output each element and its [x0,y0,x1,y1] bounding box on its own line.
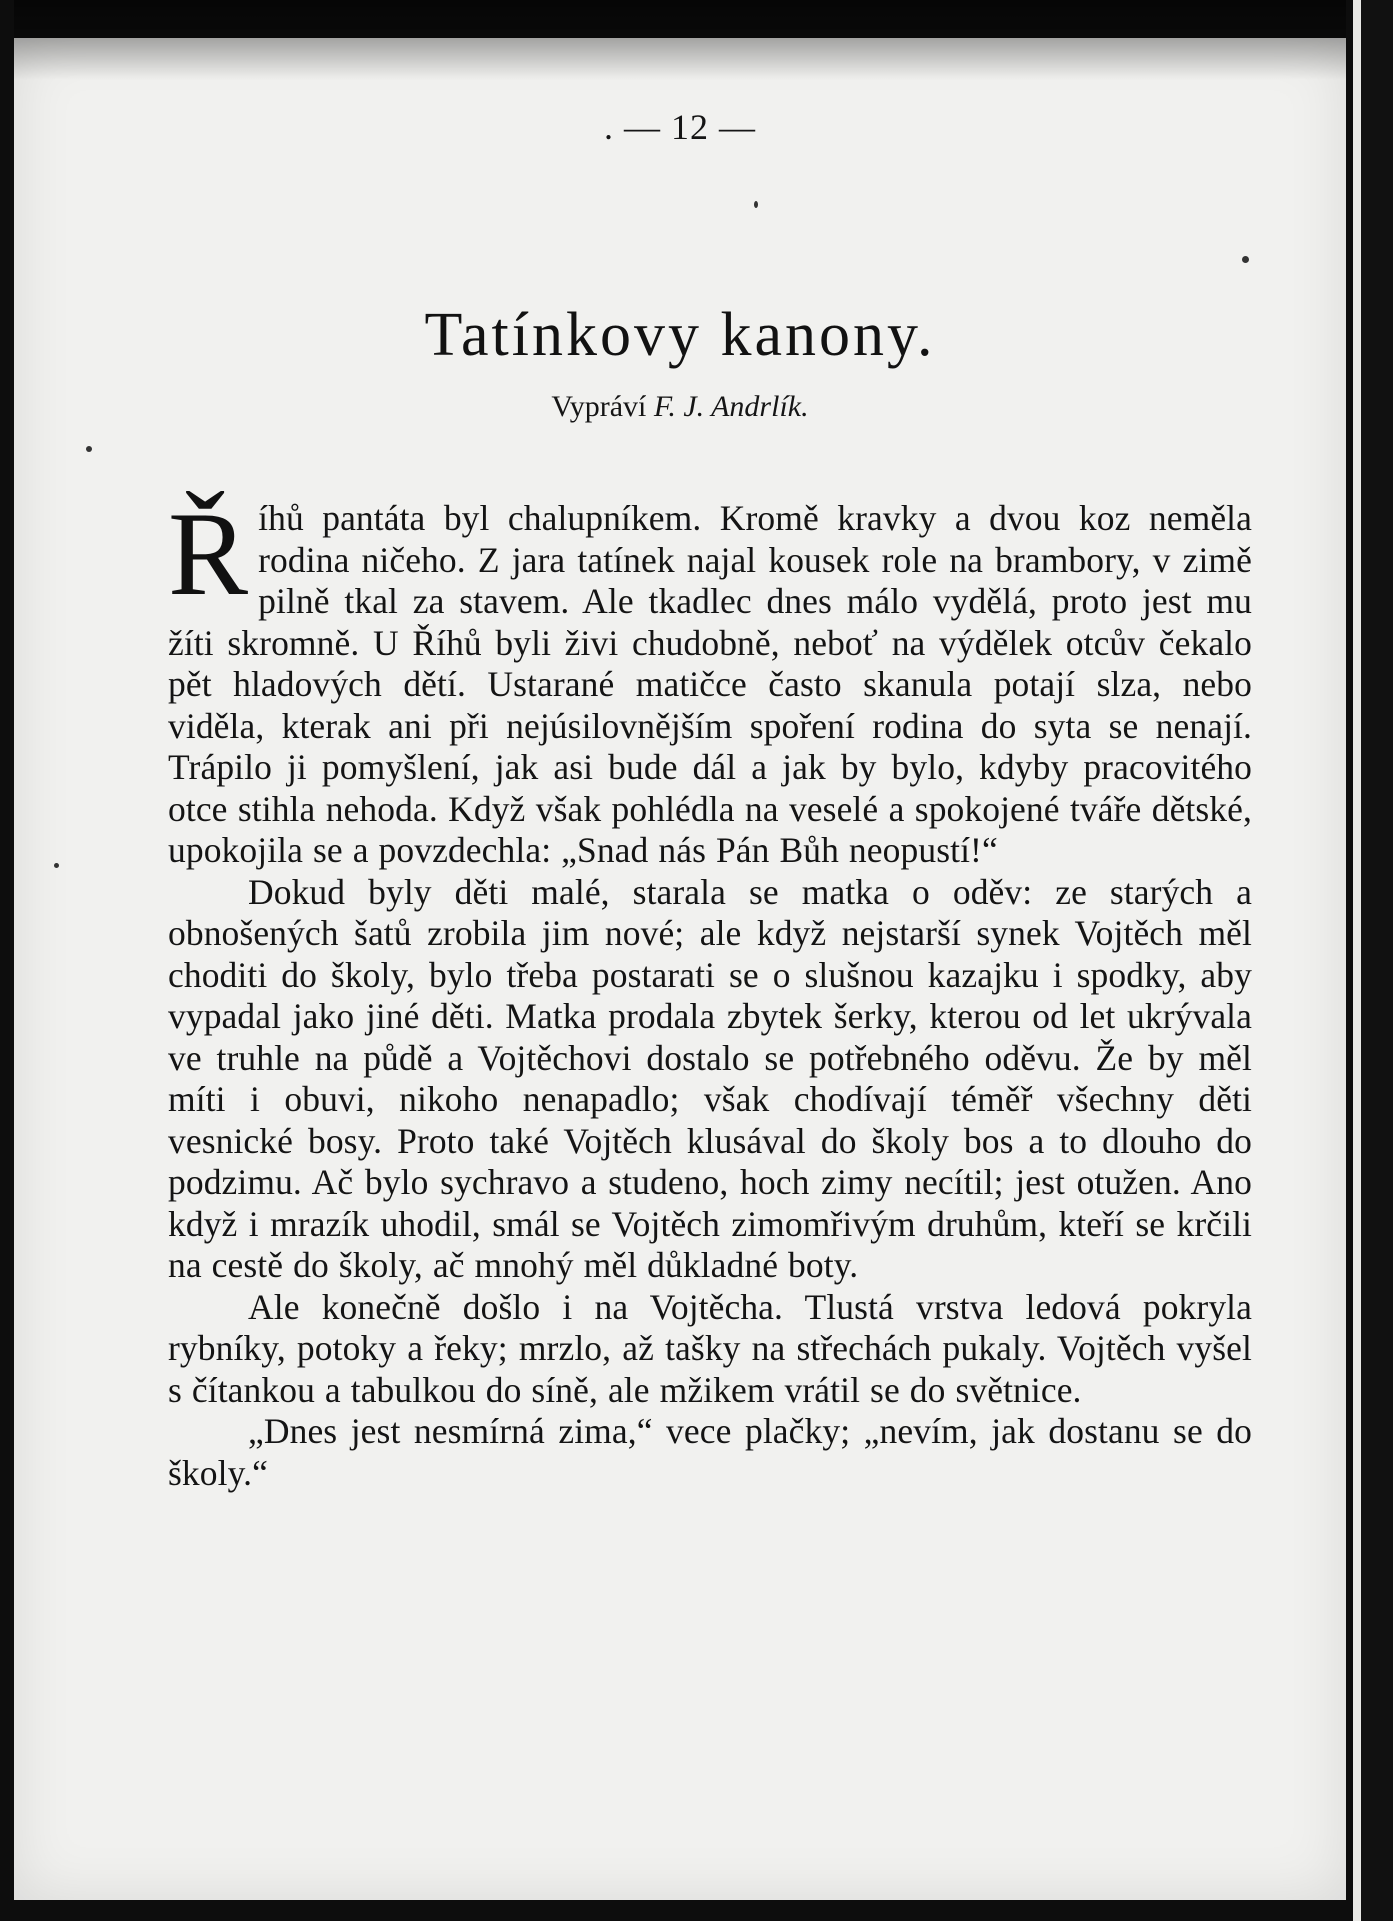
byline [14,390,1346,424]
page-number: . — 12 — [604,107,756,147]
story-title: Tatínkovy kanony. [424,300,936,369]
drop-cap: Ř [168,487,249,620]
paragraph-1-text: íhů pantáta byl chalupníkem. Kromě kravky a dvou koz neměla rodina ničeho. Z jara tatínek najal kousek role na brambory, v zimě pilně tkal za stavem. Ale tkadlec dnes málo vydělá, proto jest mu žíti skromně. U Říhů byli živi chudobně, neboť na výdělek otcův čekalo pět hladových dětí. Ustarané matičce často skanula potají slza, nebo viděla, kterak ani při nejúsilovnějším spoření rodina do syta se nenají. Trápilo ji pomyšlení, jak asi bude dál a jak by bylo, kdyby pracovitého otce stihla nehoda. Když však pohlédla na veselé a spokojené tváře dětské, upokojila se a povzdechla: „Snad nás Pán Bůh neopustí!“ [168,498,1252,870]
ink-speck [1242,256,1249,263]
story-body [168,487,1252,1494]
ink-speck [86,446,92,452]
paragraph-1 [168,487,1252,872]
binding-edge [1353,0,1393,1921]
paragraph-4: „Dnes jest nesmírná zima,“ vece plačky; „nevím, jak dostanu se do školy.“ [168,1411,1252,1493]
byline-prefix: Vypráví [551,390,647,423]
paragraph-2: Dokud byly děti malé, starala se matka o oděv: ze starých a obnošených šatů zrobila jim nové; ale když nejstarší synek Vojtěch měl choditi do školy, bylo třeba postarati se o slušnou kazajku i spodky, aby vypadal jako jiné děti. Matka prodala zbytek šerky, kterou od let ukrývala ve truhle na půdě a Vojtěchovi dostalo se potřebného oděvu. Že by měl míti i obuvi, nikoho nenapadlo; však chodívají téměř všechny děti vesnické bosy. Proto také Vojtěch klusával do školy bos a to dlouho do podzimu. Ač bylo sychravo a studeno, hoch zimy necítil; jest otužen. Ano když i mrazík uhodil, smál se Vojtěch zimomřivým druhům, kteří se krčili na cestě do školy, ač mnohý měl důkladné boty. [168,871,1252,1285]
byline-author: F. J. Andrlík. [653,390,809,423]
book-page [14,38,1346,1900]
ink-speck [754,201,758,208]
paragraph-3: Ale konečně došlo i na Vojtěcha. Tlustá vrstva ledová pokryla rybníky, potoky a řeky; mrzlo, až tašky na střechách pukaly. Vojtěch vyšel s čítankou a tabulkou do síně, ale mžikem vrátil se do světnice. [168,1286,1252,1410]
ink-speck [54,863,59,868]
